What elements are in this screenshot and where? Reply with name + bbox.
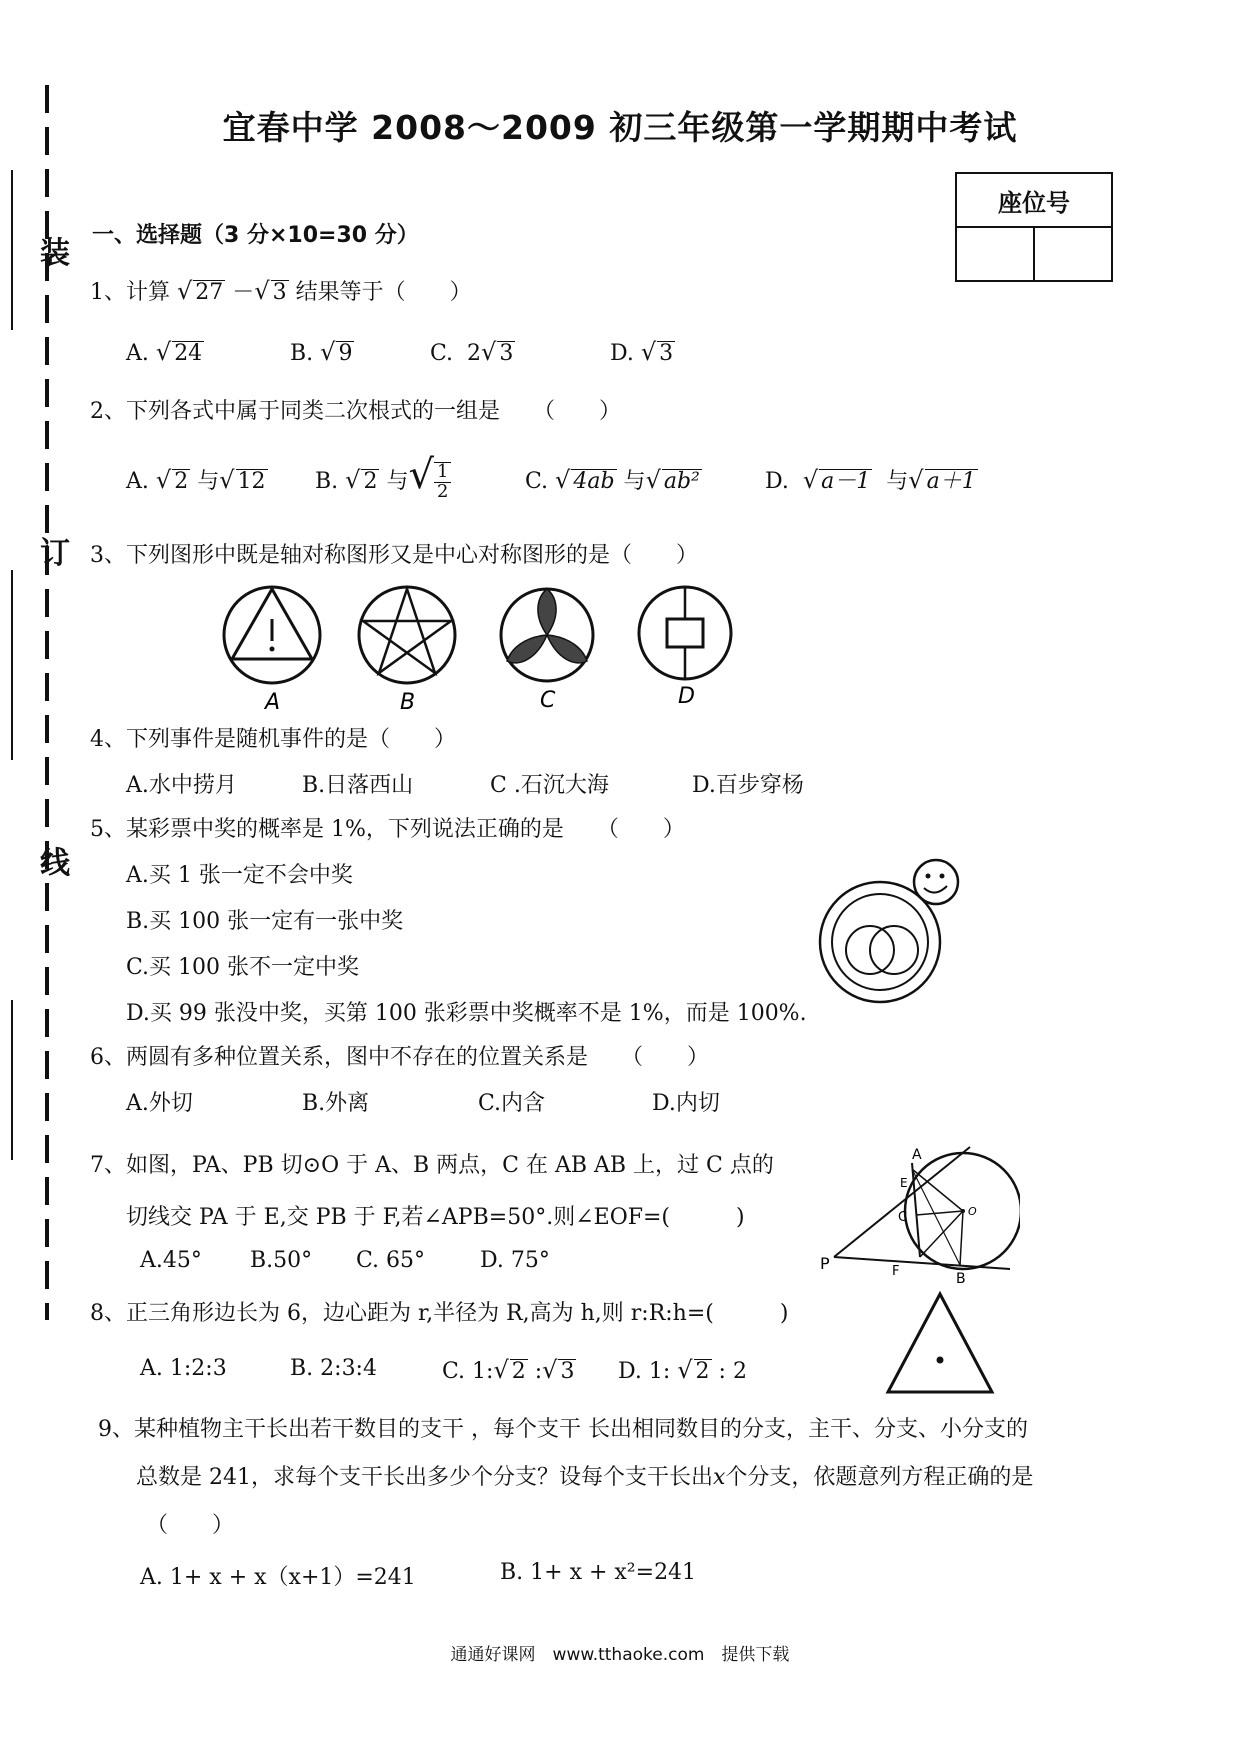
binding-mark-ding: 订 <box>40 536 70 571</box>
binding-mark-zhuang: 装 <box>40 236 70 271</box>
svg-text:B: B <box>956 1271 966 1285</box>
question-6: 6、两圆有多种位置关系，图中不存在的位置关系是 （ ） <box>90 1045 709 1070</box>
q7-option-d[interactable]: D. 75° <box>480 1248 550 1273</box>
q3-figure-d[interactable] <box>639 587 731 679</box>
q4-option-c[interactable]: C .石沉大海 <box>490 773 609 798</box>
q3-label-a: A <box>265 690 281 715</box>
q7-option-a[interactable]: A.45° <box>140 1248 202 1273</box>
binding-mark-xian: 线 <box>40 846 70 881</box>
question-9-line-2: 总数是 241，求每个支干长出多少个分支？设每个支干长出x个分支，依题意列方程正确的是 <box>136 1465 1034 1490</box>
q3-figures <box>215 575 735 715</box>
svg-text:F: F <box>892 1264 900 1279</box>
seat-cell-1[interactable] <box>956 227 1034 281</box>
q3-label-d: D <box>678 684 695 709</box>
q1-suffix: 结果等于（ ） <box>295 280 472 305</box>
question-1: 1、计算 √ 27 －√ 3 结果等于（ ） <box>90 277 472 305</box>
q6-option-c[interactable]: C.内含 <box>478 1091 546 1116</box>
svg-text:C: C <box>898 1210 908 1225</box>
svg-text:O: O <box>968 1205 977 1218</box>
q1-prefix: 1、计算 <box>90 280 170 305</box>
q7-tangent-figure <box>820 1145 1020 1285</box>
q6-option-b[interactable]: B.外离 <box>302 1091 370 1116</box>
question-7-line-2: 切线交 PA 于 E,交 PB 于 F,若∠APB=50°.则∠EOF=( ) <box>126 1205 745 1230</box>
q6-option-d[interactable]: D.内切 <box>652 1091 720 1116</box>
question-5: 5、某彩票中奖的概率是 1%，下列说法正确的是 （ ） <box>90 817 685 842</box>
q9-option-b[interactable]: B. 1+ x + x²=241 <box>500 1560 697 1585</box>
question-9-line-1: 9、某种植物主干长出若干数目的支干 ，每个支干 长出相同数目的分支，主干、分支、小分支的 <box>98 1417 1028 1442</box>
q2-option-a[interactable]: A. √ 2 与√ 12 <box>126 466 266 494</box>
q8-option-b[interactable]: B. 2:3:4 <box>290 1356 377 1381</box>
q2-option-b[interactable]: B. √ 2 与√ $\frac{1}{2}$ <box>315 452 451 502</box>
q5-option-d[interactable]: D.买 99 张没中奖，买第 100 张彩票中奖概率不是 1%，而是 100%. <box>126 1001 807 1026</box>
q1-radicand-a: 27 <box>195 280 224 305</box>
q3-label-c: C <box>540 688 556 713</box>
q6-circles-figure <box>810 850 970 1010</box>
q4-option-d[interactable]: D.百步穿杨 <box>692 773 804 798</box>
seat-number-label: 座位号 <box>956 173 1112 227</box>
svg-text:P: P <box>820 1254 830 1273</box>
q1-option-d[interactable]: D. √ 3 <box>610 338 674 366</box>
q4-option-a[interactable]: A.水中捞月 <box>126 773 237 798</box>
q5-option-c[interactable]: C.买 100 张不一定中奖 <box>126 955 360 980</box>
question-7-line-1: 7、如图，PA、PB 切⊙O 于 A、B 两点，C 在 AB AB 上，过 C 点的 <box>90 1153 774 1178</box>
q8-option-d[interactable]: D. 1: √ 2 : 2 <box>618 1356 747 1384</box>
q8-option-a[interactable]: A. 1:2:3 <box>140 1356 227 1381</box>
svg-text:A: A <box>912 1147 922 1163</box>
q3-figure-c[interactable] <box>501 589 593 681</box>
q4-option-b[interactable]: B.日落西山 <box>302 773 414 798</box>
q1-option-a[interactable]: A. √ 24 <box>126 338 203 366</box>
q8-triangle-figure <box>880 1288 1000 1398</box>
q5-option-a[interactable]: A.买 1 张一定不会中奖 <box>126 863 353 888</box>
q9-option-a[interactable]: A. 1+ x + x（x+1）=241 <box>140 1565 416 1590</box>
q7-option-b[interactable]: B.50° <box>250 1248 313 1273</box>
question-4: 4、下列事件是随机事件的是（ ） <box>90 727 456 752</box>
q5-option-b[interactable]: B.买 100 张一定有一张中奖 <box>126 909 404 934</box>
q7-option-c[interactable]: C. 65° <box>356 1248 426 1273</box>
svg-text:E: E <box>900 1176 908 1190</box>
seat-cell-2[interactable] <box>1034 227 1112 281</box>
q1-option-c[interactable]: C. 2√ 3 <box>430 338 514 366</box>
page-title: 宜春中学 2008～2009 初三年级第一学期期中考试 <box>222 108 1018 147</box>
q3-label-b: B <box>400 690 416 715</box>
question-3: 3、下列图形中既是轴对称图形又是中心对称图形的是（ ） <box>90 543 698 568</box>
q6-option-a[interactable]: A.外切 <box>126 1091 193 1116</box>
footer-credit: 通通好课网 www.tthaoke.com 提供下载 <box>450 1645 790 1665</box>
q1-option-b[interactable]: B. √ 9 <box>290 338 353 366</box>
question-8: 8、正三角形边长为 6，边心距为 r,半径为 R,高为 h,则 r:R:h=( ) <box>90 1301 789 1326</box>
q2-option-d[interactable]: D. √ a－1 与√ a＋1 <box>765 466 976 494</box>
q8-option-c[interactable]: C. 1:√ 2 :√ 3 <box>442 1356 575 1384</box>
q3-figure-b[interactable] <box>359 587 455 683</box>
q1-radicand-b: 3 <box>272 280 287 305</box>
seat-number-table <box>955 172 1113 282</box>
smiley-icon <box>914 860 958 904</box>
question-9-line-3: （ ） <box>146 1513 235 1538</box>
section-heading: 一、选择题（3 分×10=30 分） <box>92 223 419 248</box>
q3-figure-a[interactable] <box>224 587 320 683</box>
q2-option-c[interactable]: C. √ 4ab 与√ ab² <box>525 466 700 494</box>
question-2: 2、下列各式中属于同类二次根式的一组是 （ ） <box>90 399 621 424</box>
